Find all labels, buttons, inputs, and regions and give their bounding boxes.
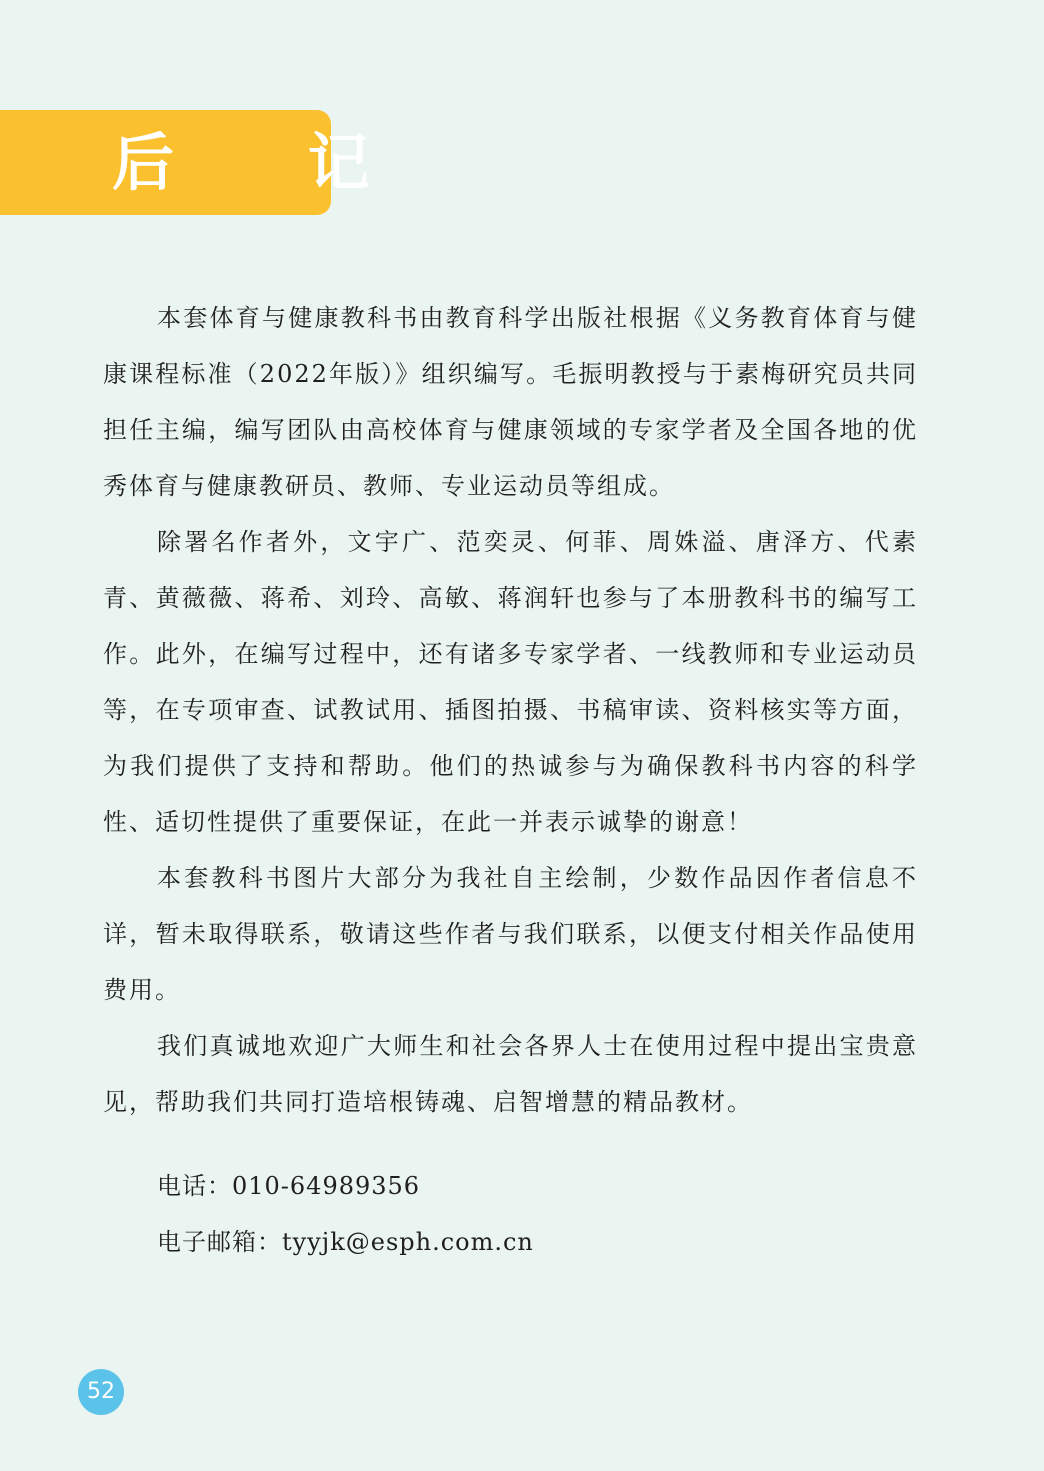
contact-phone: 电话：010-64989356: [157, 1172, 421, 1200]
paragraph-image-copyright: 本套教科书图片大部分为我社自主绘制，少数作品因作者信息不详，暂未取得联系，敬请这些作者与我们联系，以便支付相关作品使用费用。: [103, 864, 918, 1004]
contact-email: 电子邮箱：tyyjk@esph.com.cn: [157, 1228, 534, 1256]
afterword-body: [103, 290, 918, 1130]
contact-info: [157, 1158, 917, 1270]
paragraph-feedback: 我们真诚地欢迎广大师生和社会各界人士在使用过程中提出宝贵意见，帮助我们共同打造培根铸魂、启智增慧的精品教材。: [103, 1032, 918, 1116]
paragraph-acknowledgements: 除署名作者外，文宇广、范奕灵、何菲、周姝溢、唐泽方、代素青、黄薇薇、蒋希、刘玲、高敏、蒋润轩也参与了本册教科书的编写工作。此外，在编写过程中，还有诸多专家学者、一线教师和专业运动员等，在专项审查、试教试用、插图拍摄、书稿审读、资料核实等方面，为我们提供了支持和帮助。他们的热诚参与为确保教科书内容的科学性、适切性提供了重要保证，在此一并表示诚挚的谢意！: [103, 528, 918, 836]
page-number-badge: 52: [78, 1369, 124, 1415]
page-title: 后 记: [112, 126, 426, 199]
paragraph-editorial-team: 本套体育与健康教科书由教育科学出版社根据《义务教育体育与健康课程标准（2022年版）》组织编写。毛振明教授与于素梅研究员共同担任主编，编写团队由高校体育与健康领域的专家学者及全国各地的优秀体育与健康教研员、教师、专业运动员等组成。: [103, 304, 918, 500]
